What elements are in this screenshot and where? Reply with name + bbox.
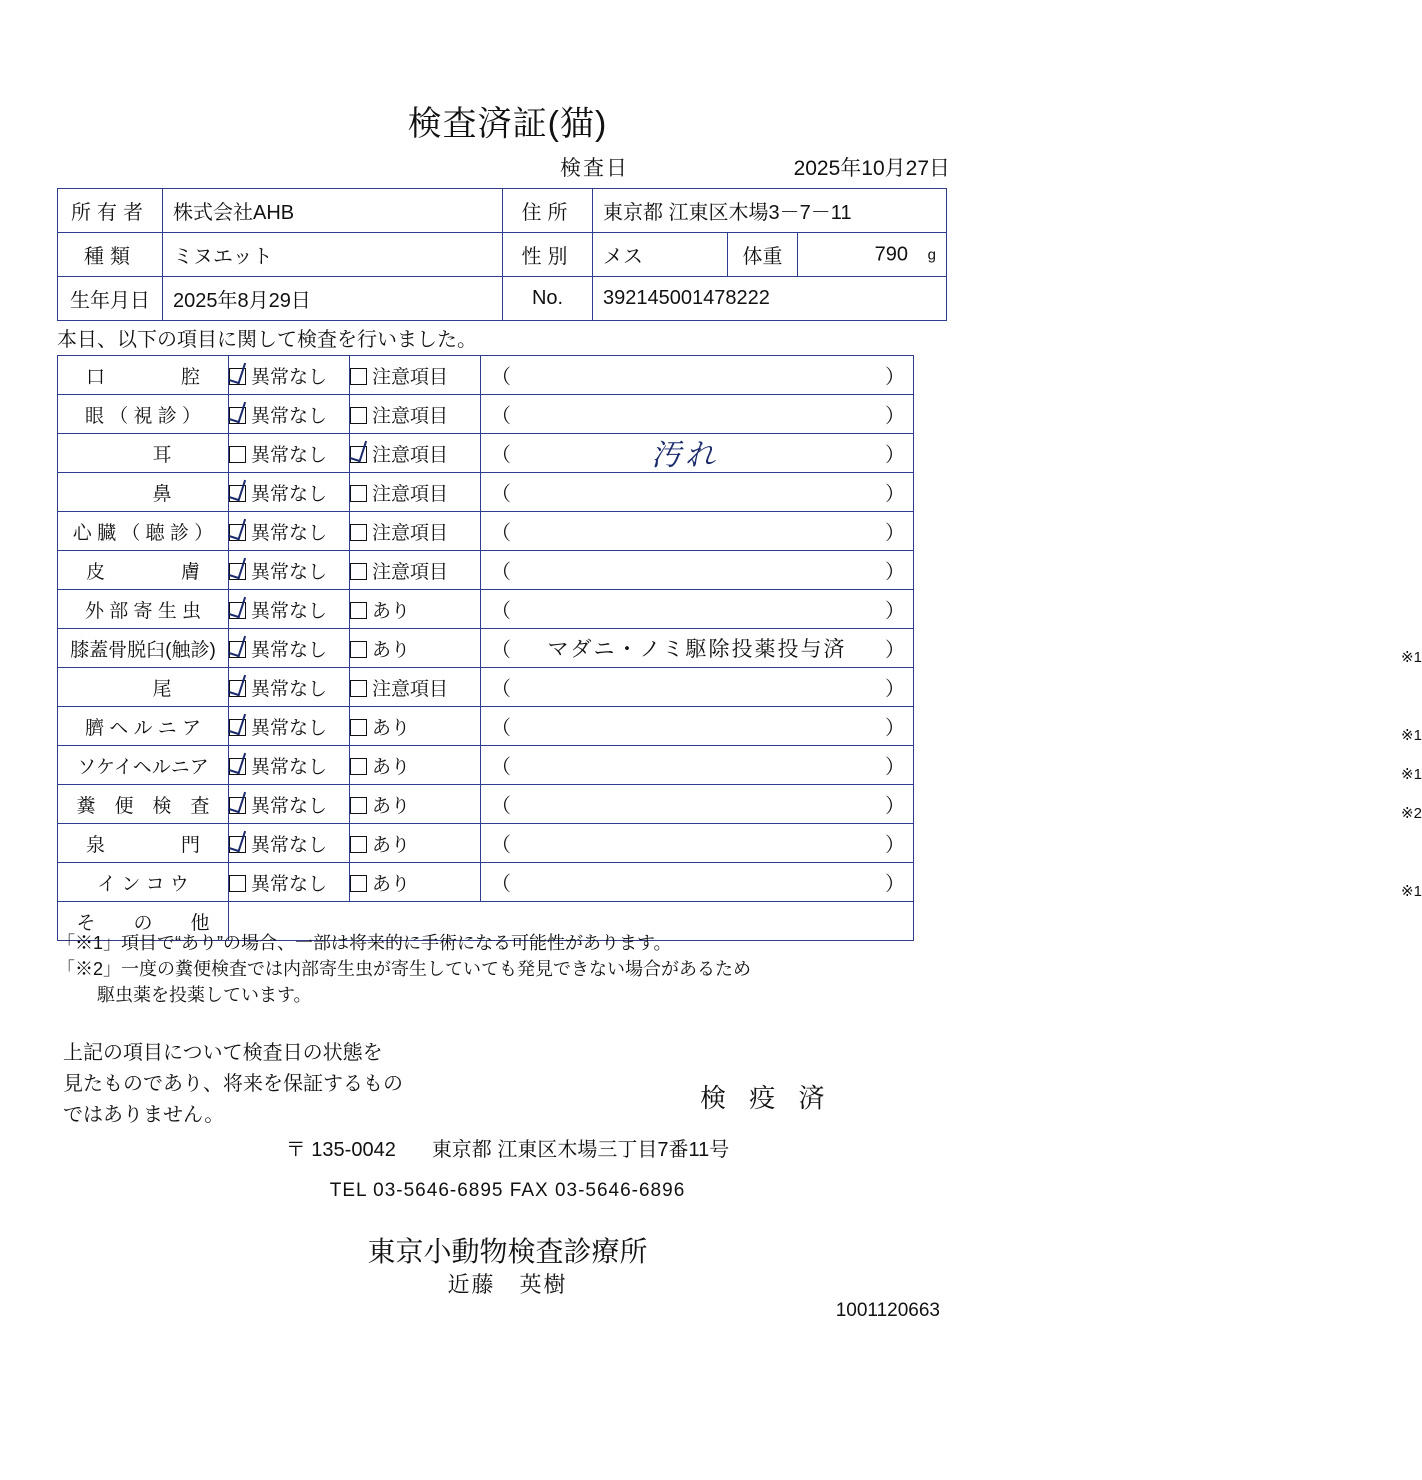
checkbox-icon[interactable] (350, 446, 367, 463)
checklist-item-label: ソケイヘルニア (58, 746, 229, 785)
owner-label: 所有者 (58, 189, 163, 233)
checkbox-label: あり (372, 600, 411, 622)
checkbox-label: 異常なし (251, 639, 328, 661)
table-row (58, 189, 947, 233)
checkbox-label: 異常なし (251, 678, 328, 700)
checkbox-icon[interactable] (229, 875, 246, 892)
paren-close: ） (885, 366, 905, 389)
paren-open: （ (491, 639, 511, 662)
paren-open: （ (491, 795, 511, 818)
paren-open: （ (491, 405, 511, 428)
checklist-item-label: 皮 膚 (58, 551, 229, 590)
paren-close: ） (885, 444, 905, 467)
checkbox-option-normal[interactable] (229, 512, 350, 551)
paren-close: ） (885, 600, 905, 623)
remarks-cell[interactable] (481, 668, 914, 707)
checklist-item-label: 膝蓋骨脱臼(触診) (58, 629, 229, 668)
checkbox-icon[interactable] (350, 563, 367, 580)
checkbox-label: 注意項目 (372, 561, 449, 583)
disclaimer-line-3: ではありません。 (63, 1104, 225, 1126)
birthdate-value: 2025年8月29日 (163, 277, 503, 321)
checkbox-option-attention[interactable] (350, 512, 481, 551)
checkbox-option-normal[interactable] (229, 785, 350, 824)
checklist-item-label: 泉 門 (58, 824, 229, 863)
checkbox-label: 異常なし (251, 483, 328, 505)
disclaimer-statement (63, 1038, 403, 1131)
checkbox-icon[interactable] (350, 368, 367, 385)
checkbox-icon[interactable] (229, 719, 246, 736)
checkbox-icon[interactable] (350, 602, 367, 619)
footnote-1: 「※1」項目で“あり”の場合、一部は将来的に手術になる可能性があります。 (57, 933, 672, 953)
checkbox-icon[interactable] (350, 407, 367, 424)
footnote-marker: ※1 (1401, 883, 1422, 900)
checkbox-option-normal[interactable] (229, 473, 350, 512)
checkbox-label: あり (372, 639, 411, 661)
checkbox-icon[interactable] (350, 875, 367, 892)
checkbox-icon[interactable] (229, 680, 246, 697)
paren-open: （ (491, 717, 511, 740)
remarks-cell[interactable] (481, 395, 914, 434)
paren-close: ） (885, 561, 905, 584)
paren-close: ） (885, 756, 905, 779)
paren-open: （ (491, 483, 511, 506)
checklist-row (58, 785, 914, 824)
clinic-telephone: TEL 03-5646-6895 FAX 03-5646-6896 (329, 1180, 686, 1201)
checkbox-label: あり (372, 795, 411, 817)
checklist-row (58, 863, 914, 902)
checkbox-option-attention[interactable] (350, 785, 481, 824)
checkbox-icon[interactable] (229, 836, 246, 853)
checkbox-option-normal[interactable] (229, 668, 350, 707)
checklist-table (57, 355, 1422, 941)
paren-open: （ (491, 561, 511, 584)
checkbox-icon[interactable] (350, 836, 367, 853)
checkbox-icon[interactable] (350, 758, 367, 775)
owner-value: 株式会社AHB (163, 189, 503, 233)
checkbox-label: 注意項目 (372, 483, 449, 505)
checklist-item-label: 糞 便 検 査 (58, 785, 229, 824)
paren-close: ） (885, 717, 905, 740)
checkbox-option-attention[interactable] (350, 863, 481, 902)
checkbox-option-attention[interactable] (350, 668, 481, 707)
paren-close: ） (885, 873, 905, 896)
table-row (58, 277, 947, 321)
checkbox-option-attention[interactable] (350, 824, 481, 863)
checkbox-icon[interactable] (350, 680, 367, 697)
checklist-item-label: イ ン コ ウ (58, 863, 229, 902)
checkbox-option-normal[interactable] (229, 824, 350, 863)
remarks-cell[interactable] (481, 551, 914, 590)
exam-date-label: 検査日 (560, 157, 629, 180)
checkbox-label: 注意項目 (372, 405, 449, 427)
checkbox-icon[interactable] (350, 641, 367, 658)
checklist-row (58, 629, 914, 668)
checkbox-label: 異常なし (251, 756, 328, 778)
checkbox-label: 注意項目 (372, 678, 449, 700)
birthdate-label: 生年月日 (58, 277, 163, 321)
number-value: 392145001478222 (593, 277, 947, 321)
address-text: 東京都 江東区木場三丁目7番11号 (431, 1139, 730, 1161)
checklist-item-label: 眼 （ 視 診 ） (58, 395, 229, 434)
footnote-3: 駆虫薬を投薬しています。 (97, 985, 312, 1006)
address-value: 東京都 江東区木場3－7－11 (593, 189, 947, 233)
checkbox-option-attention[interactable] (350, 395, 481, 434)
checkbox-option-normal[interactable] (229, 629, 350, 668)
checkbox-label: 異常なし (251, 561, 328, 583)
checkbox-icon[interactable] (350, 797, 367, 814)
checkbox-label: あり (372, 717, 411, 739)
intro-sentence: 本日、以下の項目に関して検査を行いました。 (57, 329, 477, 351)
checkbox-icon[interactable] (229, 563, 246, 580)
checkbox-option-attention[interactable] (350, 629, 481, 668)
checkbox-option-normal[interactable] (229, 434, 350, 473)
checklist-row (58, 473, 914, 512)
paren-close: ） (885, 678, 905, 701)
checkbox-option-normal[interactable] (229, 551, 350, 590)
clinic-address (0, 1133, 1015, 1162)
checklist-row (58, 512, 914, 551)
table-row (58, 233, 947, 277)
checkbox-option-normal[interactable] (229, 746, 350, 785)
address-label: 住所 (503, 189, 593, 233)
checklist-item-label: 尾 (58, 668, 229, 707)
checkbox-option-attention[interactable] (350, 356, 481, 395)
paren-close: ） (885, 834, 905, 857)
checkbox-icon[interactable] (229, 602, 246, 619)
checkbox-label: 異常なし (251, 795, 328, 817)
checkbox-icon[interactable] (229, 641, 246, 658)
paren-close: ） (885, 795, 905, 818)
paren-open: （ (491, 600, 511, 623)
paren-open: （ (491, 873, 511, 896)
footnote-marker: ※1 (1401, 649, 1422, 666)
checklist-row (58, 551, 914, 590)
checkbox-option-attention[interactable] (350, 746, 481, 785)
remarks-cell[interactable] (481, 629, 1422, 668)
handwritten-note: 汚れ (651, 438, 719, 474)
remarks-cell[interactable] (481, 356, 914, 395)
checkbox-option-attention[interactable] (350, 707, 481, 746)
disclaimer-line-1: 上記の項目について検査日の状態を (63, 1042, 383, 1064)
checkbox-icon[interactable] (229, 368, 246, 385)
checklist-row (58, 707, 914, 746)
checkbox-option-attention[interactable] (350, 473, 481, 512)
checkbox-option-attention[interactable] (350, 590, 481, 629)
postal-code: 〒 135-0042 (285, 1139, 396, 1161)
paren-open: （ (491, 834, 511, 857)
paren-open: （ (491, 756, 511, 779)
weight-value: 790 (874, 243, 908, 265)
paren-close: ） (885, 483, 905, 506)
checklist-item-label: 臍 ヘ ル ニ ア (58, 707, 229, 746)
checklist-row (58, 668, 914, 707)
checklist-item-label: 口 腔 (58, 356, 229, 395)
checkbox-icon[interactable] (229, 407, 246, 424)
remarks-cell[interactable] (481, 863, 1422, 902)
checklist-row (58, 590, 914, 629)
checkbox-label: 注意項目 (372, 522, 449, 544)
remarks-cell[interactable] (481, 746, 1422, 785)
checklist-row (58, 356, 914, 395)
footnotes (57, 930, 957, 1008)
checkbox-option-normal[interactable] (229, 707, 350, 746)
exam-date-value: 2025年10月27日 (793, 157, 950, 180)
checkbox-icon[interactable] (350, 719, 367, 736)
checklist-item-label: 外 部 寄 生 虫 (58, 590, 229, 629)
checkbox-icon[interactable] (229, 758, 246, 775)
doctor-name: 近藤 英樹 (447, 1272, 568, 1297)
other-label: そ の 他 (58, 902, 229, 941)
footnote-marker: ※1 (1401, 766, 1422, 783)
checklist-item-label: 鼻 (58, 473, 229, 512)
sex-value: メス (593, 233, 728, 277)
breed-value: ミヌエット (163, 233, 503, 277)
checkbox-label: 注意項目 (372, 444, 449, 466)
remarks-cell[interactable] (481, 785, 1422, 824)
checkbox-label: あり (372, 756, 411, 778)
remarks-cell[interactable] (481, 512, 914, 551)
checkbox-option-normal[interactable] (229, 863, 350, 902)
breed-label: 種類 (58, 233, 163, 277)
disclaimer-line-2: 見たものであり、将来を保証するもの (63, 1073, 403, 1095)
checkbox-label: 異常なし (251, 717, 328, 739)
checkbox-label: 異常なし (251, 405, 328, 427)
checkbox-icon[interactable] (229, 446, 246, 463)
checkbox-label: あり (372, 834, 411, 856)
checkbox-icon[interactable] (229, 797, 246, 814)
checkbox-icon[interactable] (229, 524, 246, 541)
paren-open: （ (491, 522, 511, 545)
quarantine-stamp: 検 疫 済 (700, 1083, 833, 1113)
clinic-name: 東京小動物検査診療所 (367, 1236, 648, 1267)
checkbox-label: 異常なし (251, 600, 328, 622)
footnote-marker: ※2 (1401, 805, 1422, 822)
checkbox-label: 注意項目 (372, 366, 449, 388)
paren-close: ） (885, 639, 905, 662)
paren-open: （ (491, 444, 511, 467)
paren-close: ） (885, 522, 905, 545)
checklist-row (58, 824, 914, 863)
remarks-cell[interactable] (481, 473, 914, 512)
sex-label: 性別 (503, 233, 593, 277)
remarks-text: マダニ・ノミ駆除投薬投与済 (547, 638, 847, 661)
checkbox-label: 異常なし (251, 366, 328, 388)
paren-open: （ (491, 366, 511, 389)
weight-cell (798, 233, 947, 277)
weight-unit: g (927, 246, 936, 263)
checkbox-option-normal[interactable] (229, 395, 350, 434)
remarks-cell[interactable] (481, 707, 1422, 746)
checkbox-label: 異常なし (251, 522, 328, 544)
checkbox-label: 異常なし (251, 834, 328, 856)
checklist-item-label: 耳 (58, 434, 229, 473)
checklist-row (58, 434, 914, 473)
checklist-row (58, 746, 914, 785)
checkbox-option-normal[interactable] (229, 356, 350, 395)
footnote-2: 「※2」一度の糞便検査では内部寄生虫が寄生していても発見できない場合があるため (57, 959, 752, 980)
checkbox-option-attention[interactable] (350, 551, 481, 590)
remarks-cell[interactable] (481, 824, 914, 863)
page-title: 検査済証(猫) (407, 105, 608, 143)
exam-date-row (560, 152, 950, 182)
checkbox-icon[interactable] (350, 485, 367, 502)
paren-open: （ (491, 678, 511, 701)
checkbox-icon[interactable] (350, 524, 367, 541)
checklist-row (58, 395, 914, 434)
weight-label: 体重 (728, 233, 798, 277)
checkbox-option-attention[interactable] (350, 434, 481, 473)
paren-close: ） (885, 405, 905, 428)
checkbox-icon[interactable] (229, 485, 246, 502)
checkbox-label: 異常なし (251, 444, 328, 466)
animal-info-table (57, 188, 947, 321)
checkbox-option-normal[interactable] (229, 590, 350, 629)
checklist-item-label: 心 臓 （ 聴 診 ） (58, 512, 229, 551)
footnote-marker: ※1 (1401, 727, 1422, 744)
checkbox-label: あり (372, 873, 411, 895)
checkbox-label: 異常なし (251, 873, 328, 895)
number-label: No. (503, 277, 593, 321)
serial-number: 1001120663 (835, 1300, 940, 1321)
remarks-cell[interactable] (481, 434, 914, 473)
remarks-cell[interactable] (481, 590, 914, 629)
